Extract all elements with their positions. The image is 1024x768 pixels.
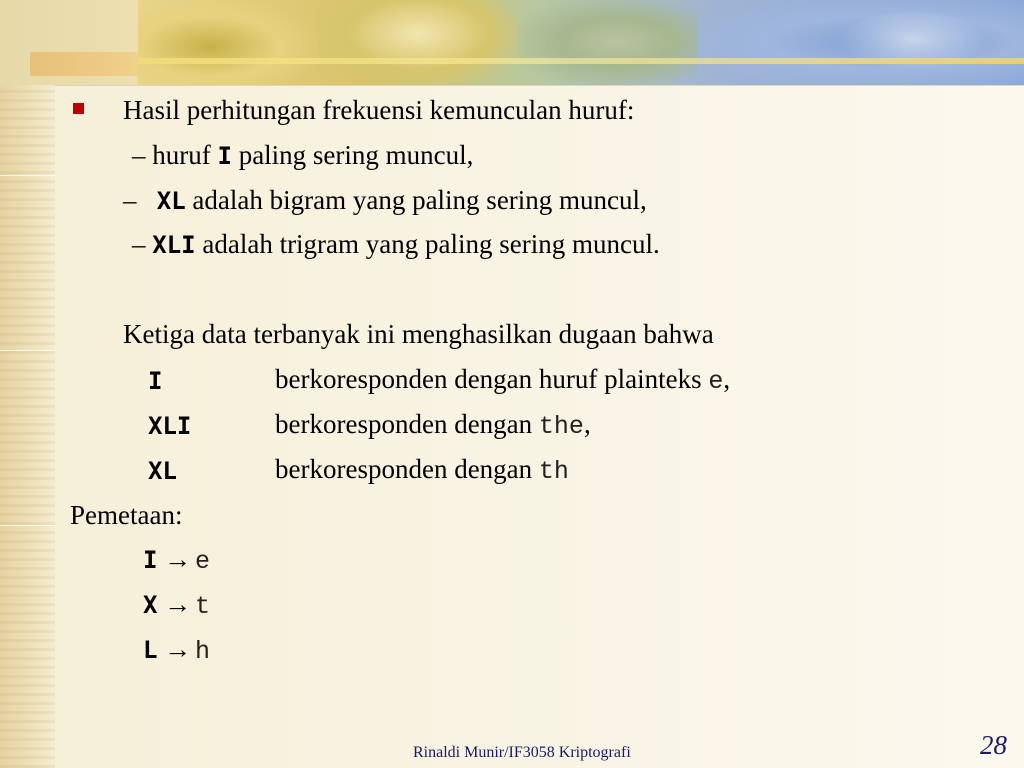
sub-item-1: – huruf I paling sering muncul, bbox=[132, 140, 474, 170]
mapping-title: Pemetaan: bbox=[70, 500, 183, 530]
slide-footer: Rinaldi Munir/IF3058 Kriptografi bbox=[413, 744, 631, 761]
mapping-row-3: L → h bbox=[143, 634, 210, 666]
intro-text: Ketiga data terbanyak ini menghasilkan dugaan bahwa bbox=[123, 319, 714, 349]
page-number: 28 bbox=[980, 730, 1007, 760]
code-XLI: XLI bbox=[152, 231, 196, 259]
bullet-text: Hasil perhitungan frekuensi kemunculan huruf: bbox=[123, 95, 635, 125]
arrow-right-icon: → bbox=[164, 589, 192, 619]
correspondence-3: berkoresponden dengan th bbox=[275, 454, 569, 486]
mapping-row-1: I → e bbox=[143, 544, 210, 576]
sub-item-3: – XLI adalah trigram yang paling sering muncul. bbox=[132, 229, 660, 259]
cipher-I: I bbox=[148, 367, 163, 395]
bullet-square-icon bbox=[73, 103, 84, 114]
sub-item-2: – XL adalah bigram yang paling sering muncul, bbox=[123, 185, 647, 215]
mapping-row-2: X → t bbox=[143, 589, 210, 621]
arrow-right-icon: → bbox=[164, 544, 192, 574]
correspondence-2: berkoresponden dengan the, bbox=[275, 409, 591, 441]
code-XL: XL bbox=[156, 187, 186, 215]
dash: – bbox=[123, 185, 137, 215]
dash: – bbox=[132, 229, 146, 259]
arrow-right-icon: → bbox=[164, 634, 192, 664]
cipher-XL: XL bbox=[148, 457, 177, 485]
cipher-XLI: XLI bbox=[148, 412, 192, 440]
dash: – bbox=[132, 140, 146, 170]
code-I: I bbox=[217, 142, 232, 170]
correspondence-1: berkoresponden dengan huruf plainteks e, bbox=[275, 364, 731, 396]
